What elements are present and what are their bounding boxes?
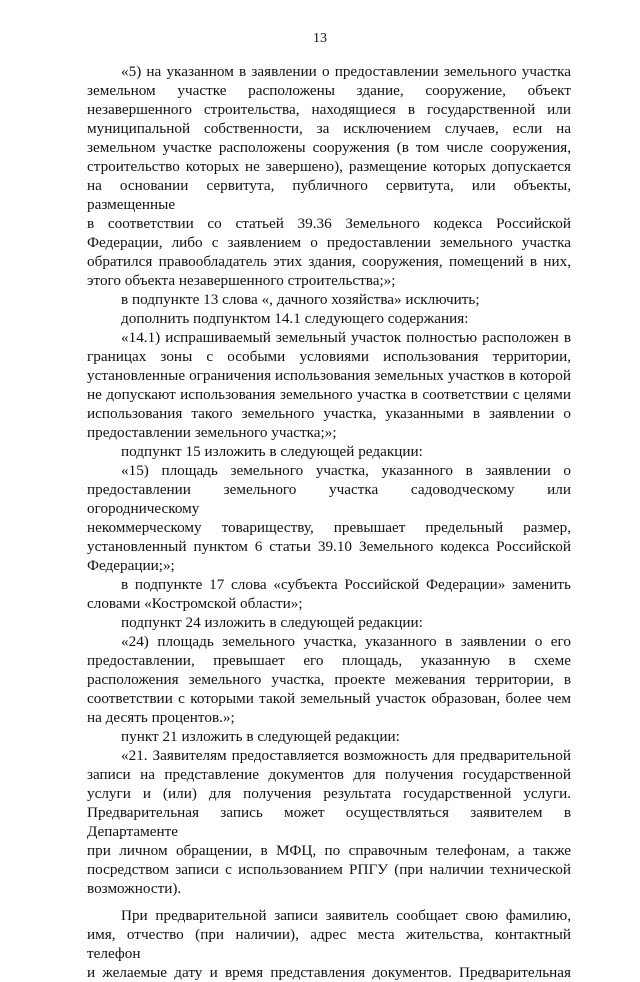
text-line: услуги и (или) для получения результата государственной услуги. [87,785,571,802]
text-line: в соответствии со статьей 39.36 Земельного кодекса Российской [87,215,571,232]
text-line: Федерации, либо с заявлением о предоставлении земельного участка [87,234,571,251]
text-line: на основании сервитута, публичного сервитута, или объекты, размещенные [87,177,571,213]
text-line: посредством записи с использованием РПГУ (при наличии технической [87,861,571,878]
paragraph [87,746,571,898]
paragraph [87,461,571,575]
text-line: расположения земельного участка, проекте межевания территории, в [87,671,571,688]
text-line: при личном обращении, в МФЦ, по справочным телефонам, а также [87,842,571,859]
paragraph [87,309,571,328]
text-line: дополнить подпунктом 14.1 следующего содержания: [121,310,469,327]
text-line: установленный пунктом 6 статьи 39.10 Земельного кодекса Российской [87,538,571,555]
text-line: имя, отчество (при наличии), адрес места жительства, контактный телефон [87,926,571,962]
text-line: «24) площадь земельного участка, указанного в заявлении о его [121,633,571,650]
text-line: пункт 21 изложить в следующей редакции: [121,728,400,745]
paragraph [87,632,571,727]
text-line: подпункт 24 изложить в следующей редакции: [121,614,423,631]
text-line: словами «Костромской области»; [87,595,303,612]
text-line: границах зоны с особыми условиями использования территории, [87,348,571,365]
paragraph [87,727,571,746]
text-line: муниципальной собственности, за исключением случаев, если на [87,120,571,137]
text-line: «14.1) испрашиваемый земельный участок полностью расположен в [121,329,571,346]
paragraph [87,442,571,461]
paragraph [87,613,571,632]
text-line: земельном участке расположены здание, сооружение, объект [87,82,571,99]
text-line: «5) на указанном в заявлении о предоставлении земельного участка [121,63,571,80]
text-line: и желаемые дату и время представления документов. Предварительная [87,964,571,981]
text-line: использования такого земельного участка, указанными в заявлении о [87,405,571,422]
text-line: Предварительная запись может осуществляться заявителем в Департаменте [87,804,571,840]
text-line: строительство которых не завершено), размещение которых допускается [87,158,571,175]
paragraph [87,575,571,613]
paragraph [87,328,571,442]
document-body [87,62,571,982]
text-line: земельном участке расположены сооружения (в том числе сооружения, [87,139,571,156]
text-line: При предварительной записи заявитель сообщает свою фамилию, [121,907,571,924]
text-line: обратился правообладатель этих здания, сооружения, помещений в них, [87,253,571,270]
page-number: 13 [313,31,327,46]
text-line: соответствии с которыми такой земельный участок образован, более чем [87,690,571,707]
text-line: установленные ограничения использования земельных участков в которой [87,367,571,384]
text-line: предоставлении земельного участка;»; [87,424,337,441]
paragraph [87,906,571,982]
text-line: записи на представление документов для получения государственной [87,766,571,783]
text-line: возможности). [87,880,182,897]
paragraph [87,290,571,309]
text-line: в подпункте 17 слова «субъекта Российской Федерации» заменить [121,576,571,593]
text-line: некоммерческому товариществу, превышает предельный размер, [87,519,571,536]
paragraph [87,62,571,290]
text-line: незавершенного строительства, находящиеся в государственной или [87,101,571,118]
text-line: предоставлении земельного участка садоводческому или огородническому [87,481,571,517]
text-line: не допускают использования земельного участка в соответствии с целями [87,386,571,403]
text-line: этого объекта незавершенного строительства;»; [87,272,396,289]
text-line: подпункт 15 изложить в следующей редакции: [121,443,423,460]
text-line: «15) площадь земельного участка, указанного в заявлении о [121,462,571,479]
text-line: предоставлении, превышает его площадь, указанную в схеме [87,652,571,669]
text-line: «21. Заявителям предоставляется возможность для предварительной [121,747,571,764]
text-line: в подпункте 13 слова «, дачного хозяйства» исключить; [121,291,480,308]
text-line: Федерации;»; [87,557,175,574]
text-line: на десять процентов.»; [87,709,235,726]
